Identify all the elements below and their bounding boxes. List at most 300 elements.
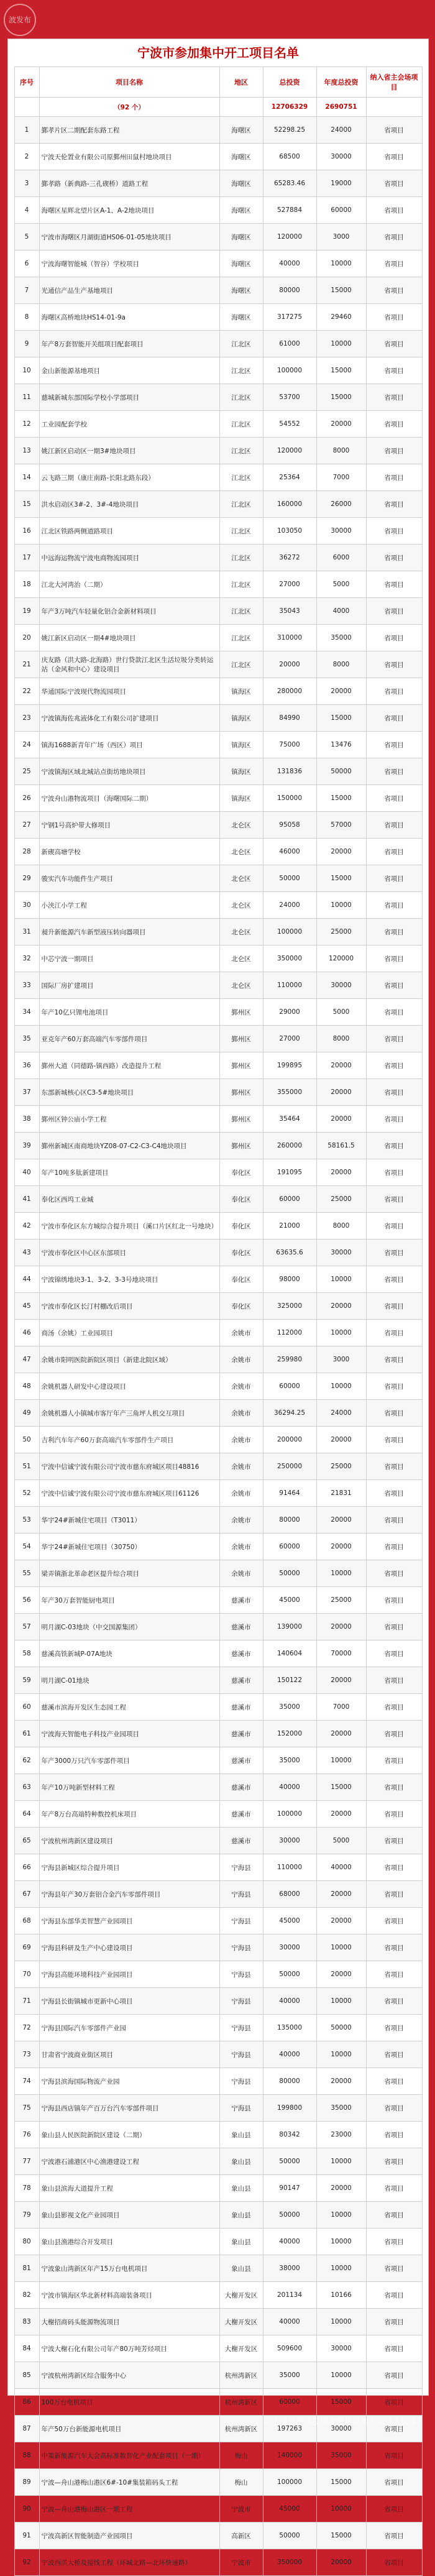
row-prov: 省项目 xyxy=(366,2282,422,2309)
table-row xyxy=(14,2523,422,2549)
row-name: 海曙区高桥地块HS14-01-9a xyxy=(39,304,219,331)
row-area: 余姚市 xyxy=(219,1346,263,1373)
table-row xyxy=(14,1026,422,1052)
row-total: 527884 xyxy=(263,197,316,224)
row-name: 慈溪高铁新城P-07A地块 xyxy=(39,1640,219,1667)
row-prov: 省项目 xyxy=(366,678,422,705)
row-total: 45000 xyxy=(263,1587,316,1614)
row-total: 110000 xyxy=(263,972,316,999)
row-area: 象山县 xyxy=(219,2148,263,2175)
row-no: 85 xyxy=(14,2362,39,2389)
row-area: 象山县 xyxy=(219,2255,263,2282)
row-name: 象山县影视文化产业园项目 xyxy=(39,2202,219,2229)
row-total: 61000 xyxy=(263,331,316,357)
row-year: 10000 xyxy=(316,1320,366,1346)
row-no: 17 xyxy=(14,545,39,571)
row-area: 梅山 xyxy=(219,2442,263,2469)
table-row xyxy=(14,384,422,411)
row-prov: 省项目 xyxy=(366,170,422,197)
row-prov: 省项目 xyxy=(366,945,422,972)
row-no: 28 xyxy=(14,839,39,865)
row-no: 2 xyxy=(14,144,39,170)
row-name: 余姚机器人研发中心建设项目 xyxy=(39,1373,219,1400)
row-area: 慈溪市 xyxy=(219,1667,263,1694)
row-prov: 省项目 xyxy=(366,758,422,785)
row-year: 8000 xyxy=(316,438,366,464)
table-row xyxy=(14,999,422,1026)
row-total: 75000 xyxy=(263,732,316,758)
row-prov: 省项目 xyxy=(366,1694,422,1721)
row-prov: 省项目 xyxy=(366,2469,422,2496)
row-total: 45000 xyxy=(263,1908,316,1934)
row-area: 北仑区 xyxy=(219,945,263,972)
row-no: 45 xyxy=(14,1293,39,1320)
row-name: 慈城新城东部国际学校小学部项目 xyxy=(39,384,219,411)
row-name: 鄞州新城区南商地块YZ08-07-C2-C3-C4地块项目 xyxy=(39,1133,219,1159)
table-row xyxy=(14,2041,422,2068)
table-row xyxy=(14,2496,422,2523)
row-year: 30000 xyxy=(316,2335,366,2362)
table-row xyxy=(14,1320,422,1346)
row-total: 36272 xyxy=(263,545,316,571)
row-area: 慈溪市 xyxy=(219,1774,263,1801)
row-total: 310000 xyxy=(263,625,316,651)
row-year: 15000 xyxy=(316,1774,366,1801)
row-area: 宁海县 xyxy=(219,1988,263,2015)
row-total: 40000 xyxy=(263,1774,316,1801)
row-year: 5000 xyxy=(316,1828,366,1854)
row-total: 135000 xyxy=(263,2015,316,2041)
row-name: 年产10吨多肽新建项目 xyxy=(39,1159,219,1186)
row-prov: 省项目 xyxy=(366,2175,422,2202)
row-area: 鄞州区 xyxy=(219,1106,263,1133)
row-area: 北仑区 xyxy=(219,865,263,892)
table-row xyxy=(14,1934,422,1961)
row-total: 54552 xyxy=(263,411,316,438)
row-area: 杭州湾新区 xyxy=(219,2416,263,2442)
row-area: 慈溪市 xyxy=(219,1801,263,1828)
row-total: 120000 xyxy=(263,438,316,464)
row-total: 30000 xyxy=(263,1828,316,1854)
row-total: 139000 xyxy=(263,1614,316,1640)
row-year: 15000 xyxy=(316,2523,366,2549)
table-row xyxy=(14,2389,422,2416)
row-total: 68500 xyxy=(263,144,316,170)
row-year: 19000 xyxy=(316,170,366,197)
row-no: 50 xyxy=(14,1427,39,1453)
row-total: 30000 xyxy=(263,1934,316,1961)
row-prov: 省项目 xyxy=(366,1052,422,1079)
row-name: 年产3万吨汽车轻量化铝合金新材料项目 xyxy=(39,598,219,625)
watermark-logo: 波发布 xyxy=(4,4,36,36)
row-area: 奉化区 xyxy=(219,1293,263,1320)
row-name: 年产8万套智能开关组项目配套项目 xyxy=(39,331,219,357)
row-no: 48 xyxy=(14,1373,39,1400)
table-row xyxy=(14,518,422,545)
row-no: 4 xyxy=(14,197,39,224)
row-prov: 省项目 xyxy=(366,277,422,304)
table-row xyxy=(14,1133,422,1159)
table-row xyxy=(14,224,422,251)
row-year: 57000 xyxy=(316,812,366,839)
row-prov: 省项目 xyxy=(366,1133,422,1159)
row-name: 慈溪市滨海开发区生态园工程 xyxy=(39,1694,219,1721)
row-name: 宁海县滨海国际物流产业园 xyxy=(39,2068,219,2095)
table-row xyxy=(14,1213,422,1240)
row-no: 73 xyxy=(14,2041,39,2068)
row-prov: 省项目 xyxy=(366,1828,422,1854)
row-prov: 省项目 xyxy=(366,2496,422,2523)
row-name: 宁波杭州湾新区综合服务中心 xyxy=(39,2362,219,2389)
row-year: 20000 xyxy=(316,1293,366,1320)
total-row xyxy=(14,98,422,117)
row-area: 大榭开发区 xyxy=(219,2309,263,2335)
row-no: 39 xyxy=(14,1133,39,1159)
row-total: 150000 xyxy=(263,785,316,812)
total-label: （92 个） xyxy=(39,98,219,117)
table-row xyxy=(14,1373,422,1400)
row-area: 海曙区 xyxy=(219,170,263,197)
row-no: 62 xyxy=(14,1747,39,1774)
row-name: 宁波象山湾新区年产15万台电机项目 xyxy=(39,2255,219,2282)
row-no: 61 xyxy=(14,1721,39,1747)
row-prov: 省项目 xyxy=(366,785,422,812)
row-total: 35000 xyxy=(263,1747,316,1774)
row-year: 10000 xyxy=(316,2041,366,2068)
row-no: 79 xyxy=(14,2202,39,2229)
row-area: 慈溪市 xyxy=(219,1828,263,1854)
row-year: 35000 xyxy=(316,2095,366,2122)
row-prov: 省项目 xyxy=(366,2442,422,2469)
table-row xyxy=(14,170,422,197)
row-area: 奉化区 xyxy=(219,1159,263,1186)
row-prov: 省项目 xyxy=(366,999,422,1026)
row-total: 90147 xyxy=(263,2175,316,2202)
row-area: 宁海县 xyxy=(219,2095,263,2122)
row-name: 年产50万台新能源电机项目 xyxy=(39,2416,219,2442)
row-total: 40000 xyxy=(263,2041,316,2068)
table-row xyxy=(14,1854,422,1881)
row-no: 72 xyxy=(14,2015,39,2041)
row-name: 宁波大榭石化有限公司年产80万吨芳烃项目 xyxy=(39,2335,219,2362)
row-total: 199895 xyxy=(263,1052,316,1079)
row-name: 年产8万台高端特种数控机床项目 xyxy=(39,1801,219,1828)
header-year: 年度总投资 xyxy=(316,67,366,98)
row-name: 年产10亿只锂电池项目 xyxy=(39,999,219,1026)
row-area: 海曙区 xyxy=(219,251,263,277)
row-name: 宁波镇海区域北城站点街坊地块项目 xyxy=(39,758,219,785)
row-total: 259980 xyxy=(263,1346,316,1373)
table-row xyxy=(14,972,422,999)
row-year: 10000 xyxy=(316,2362,366,2389)
row-area: 宁海县 xyxy=(219,1961,263,1988)
row-area: 慈溪市 xyxy=(219,1587,263,1614)
row-prov: 省项目 xyxy=(366,1534,422,1560)
total-year-investment: 2690751 xyxy=(316,98,366,117)
row-area: 鄞州区 xyxy=(219,999,263,1026)
row-total: 50000 xyxy=(263,1961,316,1988)
row-prov: 省项目 xyxy=(366,2229,422,2255)
table-row xyxy=(14,598,422,625)
row-year: 25000 xyxy=(316,919,366,945)
row-prov: 省项目 xyxy=(366,2068,422,2095)
row-name: 宁波市奉化区长汀村棚改后项目 xyxy=(39,1293,219,1320)
row-area: 象山县 xyxy=(219,2122,263,2148)
row-year: 70000 xyxy=(316,1640,366,1667)
row-year: 58161.5 xyxy=(316,1133,366,1159)
row-name: 宁海县高能环境科技产业园项目 xyxy=(39,1961,219,1988)
row-name: 宁海县年产30万套铝合金汽车零部件项目 xyxy=(39,1881,219,1908)
row-area: 镇海区 xyxy=(219,785,263,812)
row-name: 宁钢1号高炉带大修项目 xyxy=(39,812,219,839)
row-area: 江北区 xyxy=(219,411,263,438)
row-no: 11 xyxy=(14,384,39,411)
table-row xyxy=(14,865,422,892)
row-prov: 省项目 xyxy=(366,491,422,518)
row-no: 34 xyxy=(14,999,39,1026)
row-year: 120000 xyxy=(316,945,366,972)
row-no: 21 xyxy=(14,651,39,678)
table-row xyxy=(14,571,422,598)
row-year: 5000 xyxy=(316,999,366,1026)
table-row xyxy=(14,1881,422,1908)
row-prov: 省项目 xyxy=(366,224,422,251)
row-no: 52 xyxy=(14,1480,39,1507)
row-name: 象山县人民医院新院区建设（二期） xyxy=(39,2122,219,2148)
row-year: 10000 xyxy=(316,2255,366,2282)
row-name: 江北大河湾治（二期） xyxy=(39,571,219,598)
table-row xyxy=(14,2122,422,2148)
row-prov: 省项目 xyxy=(366,2202,422,2229)
table-row xyxy=(14,2442,422,2469)
row-name: 中策新能源汽车大会高标准数智化产业配套项目（一期） xyxy=(39,2442,219,2469)
row-year: 10000 xyxy=(316,2202,366,2229)
row-prov: 省项目 xyxy=(366,251,422,277)
row-no: 19 xyxy=(14,598,39,625)
row-area: 宁海县 xyxy=(219,1881,263,1908)
row-no: 35 xyxy=(14,1026,39,1052)
row-prov: 省项目 xyxy=(366,1988,422,2015)
row-area: 海曙区 xyxy=(219,304,263,331)
row-year: 20000 xyxy=(316,1079,366,1106)
row-total: 80342 xyxy=(263,2122,316,2148)
row-area: 鄞州区 xyxy=(219,1026,263,1052)
row-no: 71 xyxy=(14,1988,39,2015)
row-prov: 省项目 xyxy=(366,2309,422,2335)
row-total: 160000 xyxy=(263,491,316,518)
row-year: 8000 xyxy=(316,1026,366,1052)
row-year: 25000 xyxy=(316,1453,366,1480)
row-no: 60 xyxy=(14,1694,39,1721)
table-row xyxy=(14,1106,422,1133)
row-year: 23000 xyxy=(316,2122,366,2148)
row-year: 10000 xyxy=(316,331,366,357)
row-year: 26000 xyxy=(316,491,366,518)
row-name: 宁海县东部华美智慧产业园项目 xyxy=(39,1908,219,1934)
row-year: 15000 xyxy=(316,277,366,304)
row-prov: 省项目 xyxy=(366,2335,422,2362)
row-total: 317275 xyxy=(263,304,316,331)
row-no: 81 xyxy=(14,2255,39,2282)
row-no: 82 xyxy=(14,2282,39,2309)
table-row xyxy=(14,732,422,758)
row-total: 45000 xyxy=(263,2496,316,2523)
row-year: 10000 xyxy=(316,2496,366,2523)
row-name: 明月湖C-03地块（中交国源集团） xyxy=(39,1614,219,1640)
table-row xyxy=(14,1079,422,1106)
row-name: 明月湖C-01地块 xyxy=(39,1667,219,1694)
row-no: 38 xyxy=(14,1106,39,1133)
row-name: 宁海县西店镇年产百万台汽车零部件项目 xyxy=(39,2095,219,2122)
row-no: 33 xyxy=(14,972,39,999)
row-prov: 省项目 xyxy=(366,1667,422,1694)
row-name: 新碶高塘学校 xyxy=(39,839,219,865)
row-area: 奉化区 xyxy=(219,1240,263,1266)
table-row xyxy=(14,1774,422,1801)
row-prov: 省项目 xyxy=(366,705,422,732)
row-area: 镇海区 xyxy=(219,705,263,732)
row-total: 60000 xyxy=(263,1186,316,1213)
row-name: 甘肃省宁波商业街区项目 xyxy=(39,2041,219,2068)
row-year: 8000 xyxy=(316,651,366,678)
row-no: 12 xyxy=(14,411,39,438)
table-header-row xyxy=(14,67,422,98)
row-name: 亚克年产60万套高端汽车零部件项目 xyxy=(39,1026,219,1052)
row-no: 37 xyxy=(14,1079,39,1106)
row-prov: 省项目 xyxy=(366,304,422,331)
row-total: 46000 xyxy=(263,839,316,865)
row-prov: 省项目 xyxy=(366,598,422,625)
row-name: 余姚机器人小镇城市客厅年产三角坪人机交互项目 xyxy=(39,1400,219,1427)
row-no: 6 xyxy=(14,251,39,277)
row-no: 13 xyxy=(14,438,39,464)
row-no: 9 xyxy=(14,331,39,357)
row-prov: 省项目 xyxy=(366,892,422,919)
row-total: 199800 xyxy=(263,2095,316,2122)
row-name: 鄞孝路（新典路-三孔碶桥）道路工程 xyxy=(39,170,219,197)
row-total: 110000 xyxy=(263,1854,316,1881)
table-row xyxy=(14,1534,422,1560)
row-total: 40000 xyxy=(263,1988,316,2015)
row-total: 509600 xyxy=(263,2335,316,2362)
row-no: 57 xyxy=(14,1614,39,1640)
row-year: 20000 xyxy=(316,1801,366,1828)
table-row xyxy=(14,1480,422,1507)
table-row xyxy=(14,1908,422,1934)
row-total: 280000 xyxy=(263,678,316,705)
row-area: 慈溪市 xyxy=(219,1694,263,1721)
row-year: 20000 xyxy=(316,2175,366,2202)
table-row xyxy=(14,705,422,732)
row-total: 68000 xyxy=(263,1881,316,1908)
header-name: 项目名称 xyxy=(39,67,219,98)
row-name: 东部新城核心区C3-5#地块项目 xyxy=(39,1079,219,1106)
table-row xyxy=(14,144,422,170)
row-prov: 省项目 xyxy=(366,1293,422,1320)
row-no: 1 xyxy=(14,117,39,144)
row-prov: 省项目 xyxy=(366,571,422,598)
row-year: 30000 xyxy=(316,1240,366,1266)
row-year: 40000 xyxy=(316,1854,366,1881)
row-no: 29 xyxy=(14,865,39,892)
row-area: 奉化区 xyxy=(219,1213,263,1240)
row-total: 250000 xyxy=(263,1453,316,1480)
row-prov: 省项目 xyxy=(366,464,422,491)
row-no: 30 xyxy=(14,892,39,919)
table-row xyxy=(14,1427,422,1453)
row-name: 骏实汽车功能件生产项目 xyxy=(39,865,219,892)
row-name: 100万台电机项目 xyxy=(39,2389,219,2416)
table-row xyxy=(14,2362,422,2389)
row-year: 20000 xyxy=(316,2549,366,2576)
row-prov: 省项目 xyxy=(366,1908,422,1934)
row-area: 海曙区 xyxy=(219,277,263,304)
row-total: 65283.46 xyxy=(263,170,316,197)
row-total: 60000 xyxy=(263,1373,316,1400)
row-name: 华宇24#新城住宅项目（T3011） xyxy=(39,1507,219,1534)
row-year: 50000 xyxy=(316,2015,366,2041)
row-prov: 省项目 xyxy=(366,1614,422,1640)
row-year: 20000 xyxy=(316,1667,366,1694)
row-total: 60000 xyxy=(263,2389,316,2416)
row-name: 宁波天伦置业有限公司原鄞州田鼠村地块项目 xyxy=(39,144,219,170)
row-year: 10000 xyxy=(316,1988,366,2015)
row-total: 350000 xyxy=(263,945,316,972)
row-year: 5000 xyxy=(316,571,366,598)
row-year: 20000 xyxy=(316,411,366,438)
row-name: 宁波镇海佐兆液体化工有限公司扩建项目 xyxy=(39,705,219,732)
row-prov: 省项目 xyxy=(366,545,422,571)
table-row xyxy=(14,1988,422,2015)
row-name: 华宇24#新城住宅项目（30750） xyxy=(39,1534,219,1560)
row-name: 宁波市镇海区华北新材料高端装备项目 xyxy=(39,2282,219,2309)
row-area: 宁波市 xyxy=(219,2496,263,2523)
table-row xyxy=(14,625,422,651)
row-area: 余姚市 xyxy=(219,1480,263,1507)
row-total: 120000 xyxy=(263,224,316,251)
row-no: 32 xyxy=(14,945,39,972)
row-area: 江北区 xyxy=(219,625,263,651)
table-row xyxy=(14,331,422,357)
row-year: 20000 xyxy=(316,1507,366,1534)
row-name: 华通国际宁波现代物流园项目 xyxy=(39,678,219,705)
row-no: 31 xyxy=(14,919,39,945)
row-no: 69 xyxy=(14,1934,39,1961)
row-area: 奉化区 xyxy=(219,1266,263,1293)
total-investment: 12706329 xyxy=(263,98,316,117)
table-row xyxy=(14,758,422,785)
row-year: 20000 xyxy=(316,678,366,705)
row-year: 15000 xyxy=(316,384,366,411)
row-area: 江北区 xyxy=(219,464,263,491)
row-prov: 省项目 xyxy=(366,1934,422,1961)
row-name: 宁波锦绣地块3-1、3-2、3-3号地块项目 xyxy=(39,1266,219,1293)
row-total: 52298.25 xyxy=(263,117,316,144)
row-area: 象山县 xyxy=(219,2229,263,2255)
row-year: 20000 xyxy=(316,1721,366,1747)
table-row xyxy=(14,1186,422,1213)
row-total: 25364 xyxy=(263,464,316,491)
row-total: 80000 xyxy=(263,2068,316,2095)
row-total: 100000 xyxy=(263,919,316,945)
table-row xyxy=(14,545,422,571)
row-no: 46 xyxy=(14,1320,39,1346)
table-row xyxy=(14,945,422,972)
row-total: 35000 xyxy=(263,1694,316,1721)
row-name: 宁波市奉化区中心区东部项目 xyxy=(39,1240,219,1266)
row-no: 56 xyxy=(14,1587,39,1614)
row-no: 70 xyxy=(14,1961,39,1988)
